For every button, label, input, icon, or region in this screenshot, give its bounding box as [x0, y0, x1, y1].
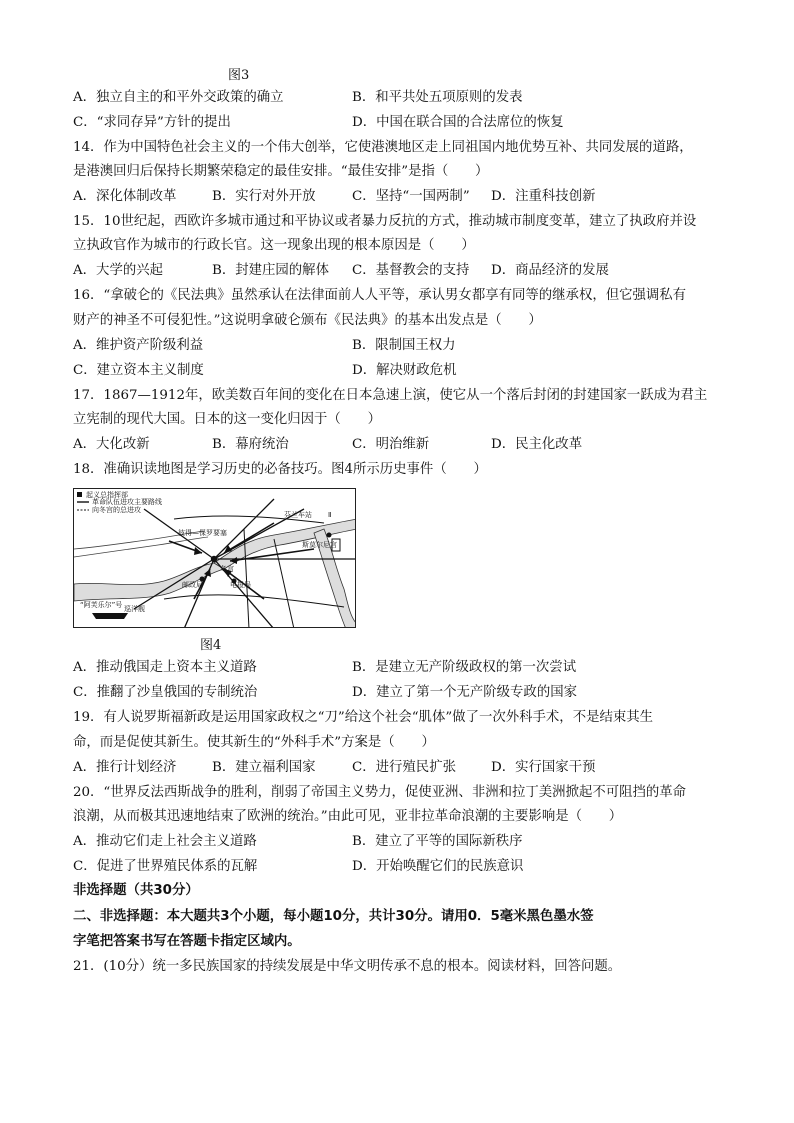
q20-option-c: C．促进了世界殖民体系的瓦解	[73, 859, 258, 874]
section2-instructions-line2: 字笔把答案书写在答题卡指定区域内。	[73, 934, 301, 949]
section-nonchoice-heading: 非选择题（共30分）	[73, 883, 199, 898]
map-label-smolny: 斯莫尔尼宫	[302, 541, 337, 549]
q17-stem-line2: 立宪制的现代大国。日本的这一变化归因于（ ）	[73, 412, 381, 427]
q15-stem-line1: 15．10世纪起，西欧许多城市通过和平协议或者暴力反抗的方式，推动城市制度变革，建立了执政府并设	[73, 214, 697, 229]
q20-option-a: A．推动它们走上社会主义道路	[73, 834, 257, 849]
q15-option-d: D．商品经济的发展	[491, 263, 609, 278]
figure-3-caption: 图3	[228, 68, 250, 83]
q14-stem-line1: 14．作为中国特色社会主义的一个伟大创举，它使港澳地区走上同祖国内地优势互补、共同发展的道路，	[73, 140, 693, 155]
q16-stem-line1: 16．“拿破仑的《民法典》虽然承认在法律面前人人平等，承认男女都享有同等的继承权，但它强调私有	[73, 288, 687, 303]
q18-option-a: A．推动俄国走上资本主义道路	[73, 660, 257, 675]
q13-option-d: D．中国在联合国的合法席位的恢复	[352, 115, 564, 130]
q15-stem-line2: 立执政官作为城市的行政长官。这一现象出现的根本原因是（ ）	[73, 238, 475, 253]
q14-option-a: A．深化体制改革	[73, 189, 177, 204]
q17-option-a: A．大化改新	[73, 437, 150, 452]
q19-stem-line1: 19．有人说罗斯福新政是运用国家政权之“刀”给这个社会“肌体”做了一次外科手术，不是结束其生	[73, 710, 654, 725]
q20-stem-line1: 20．“世界反法西斯战争的胜利，削弱了帝国主义势力，促使亚洲、非洲和拉丁美洲掀起不可阻挡的革命	[73, 785, 687, 800]
map-label-sign: Ⅱ	[328, 511, 332, 519]
q18-option-d: D．建立了第一个无产阶级专政的国家	[352, 685, 577, 700]
q17-option-b: B．幕府统治	[212, 437, 289, 452]
map-label-aurora: “阿芙乐尔”号	[80, 601, 123, 609]
q18-stem-line1: 18．准确识读地图是学习历史的必备技巧。图4所示历史事件（ ）	[73, 462, 487, 477]
q20-stem-line2: 浪潮，从而极其迅速地结束了欧洲的统治。”由此可见，亚非拉革命浪潮的主要影响是（ ）	[73, 809, 623, 824]
legend-hq: 起义总指挥部	[86, 491, 128, 499]
q16-option-d: D．解决财政危机	[352, 363, 457, 378]
figure-4-map	[73, 488, 356, 628]
figure-4-caption: 图4	[200, 638, 222, 653]
legend-final-assault: 向冬宫的总进攻	[92, 506, 141, 514]
q18-option-b: B．是建立无产阶级政权的第一次尝试	[352, 660, 577, 675]
section2-instructions-line1: 二、非选择题：本大题共3个小题，每小题10分，共计30分。请用0．5毫米黑色墨水签	[73, 909, 594, 924]
q17-stem-line1: 17．1867—1912年，欧美数百年间的变化在日本急速上演，使它从一个落后封闭的封建国家一跃成为君主	[73, 388, 708, 403]
q19-stem-line2: 命，而是促使其新生。使其新生的“外科手术”方案是（ ）	[73, 735, 435, 750]
q14-option-d: D．注重科技创新	[491, 189, 596, 204]
map-label-finland-station: 芬兰车站	[284, 511, 312, 519]
q17-option-d: D．民主化改革	[491, 437, 583, 452]
q15-option-b: B．封建庄园的解体	[212, 263, 329, 278]
q19-option-d: D．实行国家干预	[491, 760, 596, 775]
legend-main-route: 革命队伍进攻主要路线	[92, 498, 162, 506]
q16-option-c: C．建立资本主义制度	[73, 363, 204, 378]
q17-option-c: C．明治维新	[352, 437, 430, 452]
q15-option-c: C．基督教会的支持	[352, 263, 470, 278]
q13-option-a: A．独立自主的和平外交政策的确立	[73, 90, 284, 105]
q15-option-a: A．大学的兴起	[73, 263, 164, 278]
q18-option-c: C．推翻了沙皇俄国的专制统治	[73, 685, 258, 700]
q21-stem: 21．(10分）统一多民族国家的持续发展是中华文明传承不息的根本。阅读材料，回答问题。	[73, 959, 622, 974]
map-label-telegraph: 电报局	[230, 581, 251, 589]
q16-stem-line2: 财产的神圣不可侵犯性。”这说明拿破仑颁布《民法典》的基本出发点是（ ）	[73, 313, 542, 328]
q14-option-b: B．实行对外开放	[212, 189, 316, 204]
q20-option-d: D．开始唤醒它们的民族意识	[352, 859, 524, 874]
q20-option-b: B．建立了平等的国际新秩序	[352, 834, 523, 849]
q19-option-b: B．建立福利国家	[212, 760, 316, 775]
q19-option-c: C．进行殖民扩张	[352, 760, 456, 775]
map-label-fortress: 彼得—保罗要塞	[178, 529, 227, 537]
q14-stem-line2: 是港澳回归后保持长期繁荣稳定的最佳安排。“最佳安排”是指（ ）	[73, 164, 489, 179]
map-label-winter-palace: 冬宫	[220, 565, 234, 573]
q19-option-a: A．推行计划经济	[73, 760, 177, 775]
q16-option-b: B．限制国王权力	[352, 338, 456, 353]
map-label-post-office: 邮政局	[182, 581, 203, 589]
q16-option-a: A．维护资产阶级利益	[73, 338, 204, 353]
q13-option-c: C．“求同存异”方针的提出	[73, 115, 231, 130]
q13-option-b: B．和平共处五项原则的发表	[352, 90, 523, 105]
q14-option-c: C．坚持“一国两制”	[352, 189, 470, 204]
map-label-cruiser: 巡洋舰	[124, 605, 145, 613]
